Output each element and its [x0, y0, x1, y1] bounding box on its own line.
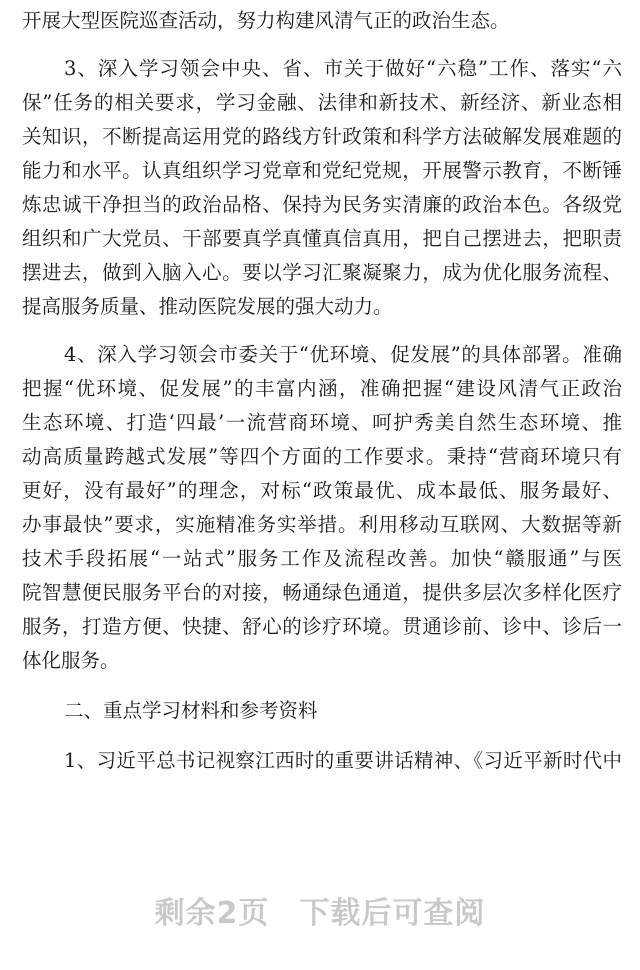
remaining-pages-watermark	[0, 888, 640, 932]
text-line: 办事最快”要求，实施精准务实举措。利用移动互联网、大数据等新	[22, 513, 622, 536]
text-line: 服务，打造方便、快捷、舒心的诊疗环境。贯通诊前、诊中、诊后一	[22, 615, 622, 638]
text-line: 保”任务的相关要求，学习金融、法律和新技术、新经济、新业态相	[22, 91, 622, 114]
text-line: 炼忠诚干净担当的政治品格、保持为民务实清廉的政治本色。各级党	[22, 193, 622, 216]
remaining-pages-text: 剩余2页	[154, 896, 270, 931]
text-line: 组织和广大党员、干部要真学真懂真信真用，把自己摆进去，把职责	[22, 227, 622, 250]
text-line: 提高服务质量、推动医院发展的强大动力。	[22, 295, 393, 318]
paragraph-3-line: 3、深入学习领会中央、省、市关于做好“六稳”工作、落实“六	[64, 57, 622, 80]
paragraph-1-line: 1、习近平总书记视察江西时的重要讲话精神、《习近平新时代中	[64, 749, 622, 772]
text-line: 院智慧便民服务平台的对接，畅通绿色通道，提供多层次多样化医疗	[22, 581, 622, 604]
text-line: 生态环境、打造‘四最’一流营商环境、呵护秀美自然生态环境、推	[22, 411, 622, 434]
section-heading: 二、重点学习材料和参考资料	[64, 699, 318, 722]
text-line: 关知识，不断提高运用党的路线方针政策和科学方法破解发展难题的	[22, 125, 622, 148]
text-line: 技术手段拓展“一站式”服务工作及流程改善。加快“赣服通”与医	[22, 547, 622, 570]
text-line: 动高质量跨越式发展”等四个方面的工作要求。秉持“营商环境只有	[22, 445, 622, 468]
text-line: 能力和水平。认真组织学习党章和党纪党规，开展警示教育，不断锤	[22, 159, 622, 182]
text-line: 开展大型医院巡查活动，努力构建风清气正的政治生态。	[22, 9, 510, 32]
text-line: 把握“优环境、促发展”的丰富内涵，准确把握“建设风清气正政治	[22, 377, 622, 400]
text-line: 摆进去，做到入脑入心。要以学习汇聚凝聚力，成为优化服务流程、	[22, 261, 622, 284]
text-line: 更好，没有最好”的理念，对标“政策最优、成本最低、服务最好、	[22, 479, 622, 502]
paragraph-4-line: 4、深入学习领会市委关于“优环境、促发展”的具体部署。准确	[64, 343, 622, 366]
text-line: 体化服务。	[22, 649, 120, 672]
download-hint-text: 下载后可查阅	[299, 896, 486, 931]
